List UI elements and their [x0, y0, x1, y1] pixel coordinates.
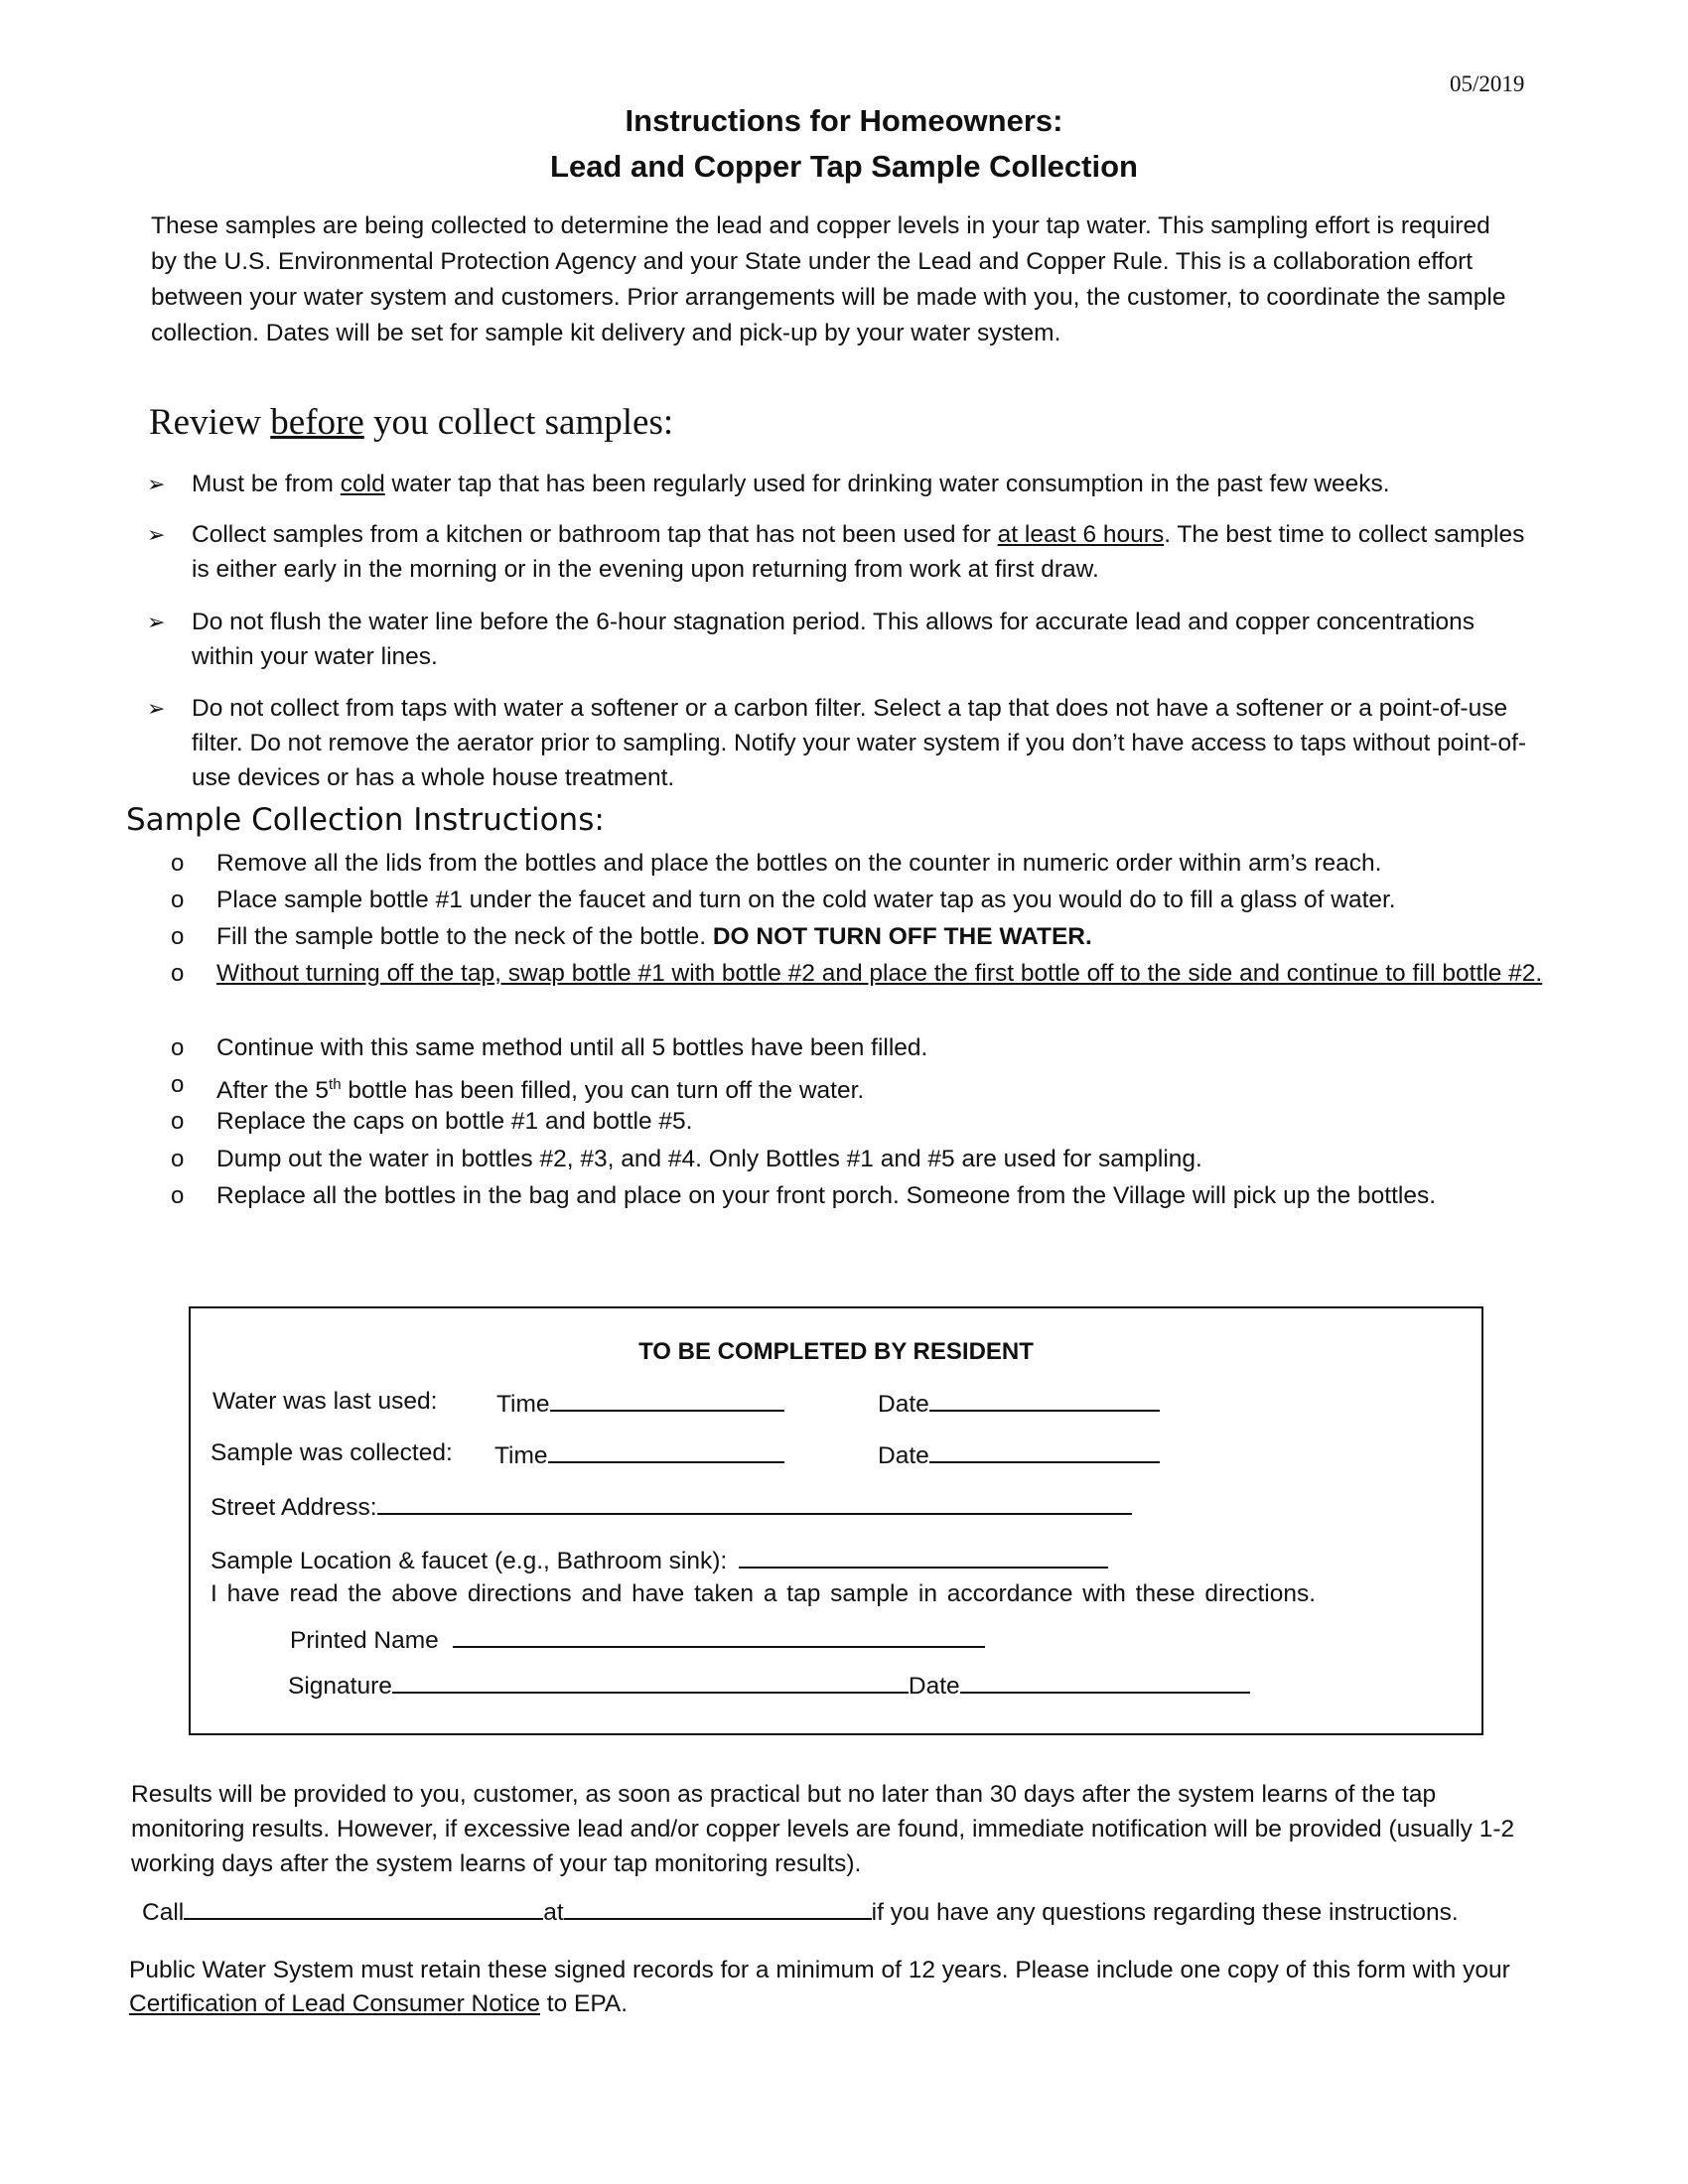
date-label: Date: [908, 1673, 960, 1700]
collection-step: [171, 919, 1561, 955]
collected-time: [494, 1439, 784, 1470]
step-text: Continue with this same method until all 5 bottles have been filled.: [216, 1034, 928, 1061]
step-text: After the 5: [216, 1077, 330, 1105]
review-heading: [149, 401, 673, 444]
review-heading-pre: Review: [149, 402, 271, 443]
sample-location-field[interactable]: [739, 1545, 1108, 1569]
step-text: Remove all the lids from the bottles and place the bottles on the counter in numeric order within arm’s reach.: [216, 850, 1382, 877]
last-used-time: [496, 1388, 784, 1419]
signature-field[interactable]: [392, 1670, 909, 1694]
collection-step: [171, 1178, 1561, 1214]
review-heading-underlined: before: [270, 402, 364, 443]
step-text: Place sample bottle #1 under the faucet and turn on the cold water tap as you would do to fill a glass of water.: [216, 887, 1396, 913]
arrow-bullet-icon: ➢: [147, 522, 166, 547]
step-text: Dump out the water in bottles #2, #3, and #4. Only Bottles #1 and #5 are used for sampling.: [216, 1146, 1202, 1172]
step-text: Without turning off the tap, swap bottle #1 with bottle #2 and place the first bottle off to the side and continue to fill bottle #2.: [216, 960, 1543, 987]
street-label: Street Address:: [211, 1494, 377, 1521]
step-text: Fill the sample bottle to the neck of the bottle.: [216, 923, 713, 950]
page-title: Instructions for Homeowners:: [625, 103, 1063, 138]
at-label: at: [543, 1899, 564, 1926]
location-row: [211, 1545, 1108, 1575]
results-paragraph: Results will be provided to you, customer, as soon as practical but no later than 30 days after the system learns of the tap monitoring results. However, if excessive lead and/or copper levels are found, immediate notification will be provided (usually 1-2 working days after the system learns of your tap monitoring results).: [131, 1781, 1515, 1877]
bullet-text: Collect samples from a kitchen or bathroom tap that has not been used for: [192, 521, 998, 548]
circle-bullet-icon: o: [171, 1146, 185, 1172]
contact-phone-field[interactable]: [564, 1896, 872, 1920]
location-label: Sample Location & faucet (e.g., Bathroom sink):: [211, 1548, 728, 1574]
collection-step: [171, 1067, 1561, 1109]
review-bullet: [147, 467, 1532, 501]
circle-bullet-icon: o: [171, 850, 185, 877]
resident-form: [189, 1306, 1483, 1735]
review-bullet: [147, 517, 1532, 587]
call-label: Call: [142, 1899, 185, 1926]
step-superscript: th: [329, 1076, 342, 1093]
signature-date-field[interactable]: [960, 1670, 1250, 1694]
street-address-field[interactable]: [377, 1491, 1132, 1515]
printed-name-row: [290, 1624, 985, 1655]
circle-bullet-icon: o: [171, 887, 185, 913]
bullet-emphasis: cold: [340, 471, 385, 497]
collected-date: [878, 1439, 1160, 1470]
signature-label: Signature: [288, 1673, 392, 1700]
call-suffix: if you have any questions regarding these instructions.: [871, 1899, 1459, 1926]
collected-label: Sample was collected:: [211, 1439, 453, 1466]
page-subtitle: Lead and Copper Tap Sample Collection: [550, 149, 1138, 184]
review-heading-post: you collect samples:: [363, 402, 674, 443]
intro-paragraph: These samples are being collected to determine the lead and copper levels in your tap water. This sampling effort is required by the U.S. Environmental Protection Agency and your State under the Lead and Copper Rule. This is a collaboration effort between your water system and customers. Prior arrangements will be made with you, the customer, to coordinate the sample collection. Dates will be set for sample kit delivery and pick-up by your water system.: [151, 212, 1506, 346]
collection-step: [171, 956, 1561, 992]
date-label: Date: [878, 1442, 929, 1469]
collection-heading: Sample Collection Instructions:: [126, 802, 605, 838]
arrow-bullet-icon: ➢: [147, 610, 166, 634]
last-used-date: [878, 1388, 1160, 1419]
step-warning: DO NOT TURN OFF THE WATER.: [712, 923, 1092, 950]
last-used-label: Water was last used:: [212, 1388, 438, 1415]
circle-bullet-icon: o: [171, 1071, 185, 1098]
collection-step: [171, 1142, 1561, 1177]
last-used-date-field[interactable]: [929, 1388, 1160, 1412]
certification-notice-link: Certification of Lead Consumer Notice: [129, 1990, 540, 2017]
time-label: Time: [496, 1391, 550, 1418]
collected-date-field[interactable]: [929, 1439, 1160, 1463]
printed-name-field[interactable]: [453, 1624, 985, 1648]
date-label: Date: [878, 1391, 929, 1418]
bullet-emphasis: at least 6 hours: [997, 521, 1165, 548]
circle-bullet-icon: o: [171, 960, 185, 987]
review-bullet: [147, 691, 1532, 795]
printed-name-label: Printed Name: [290, 1627, 439, 1654]
last-used-row: [212, 1388, 437, 1416]
circle-bullet-icon: o: [171, 1108, 185, 1135]
last-used-time-field[interactable]: [550, 1388, 784, 1412]
form-title: TO BE COMPLETED BY RESIDENT: [638, 1338, 1034, 1365]
circle-bullet-icon: o: [171, 1182, 185, 1209]
bullet-text: . The best time to collect samples is either early in the morning or in the evening upon returning from work at first draw.: [192, 521, 1525, 583]
time-label: Time: [494, 1442, 548, 1469]
bullet-text: Do not flush the water line before the 6-hour stagnation period. This allows for accurate lead and copper concentrations within your water lines.: [192, 609, 1476, 670]
review-bullet: [147, 605, 1532, 674]
retention-text: Public Water System must retain these signed records for a minimum of 12 years. Please include one copy of this form with your: [129, 1957, 1510, 1983]
document-date: 05/2019: [1450, 71, 1525, 96]
signature-row: [288, 1670, 1250, 1701]
collection-step: [171, 883, 1561, 918]
collection-step: [171, 846, 1561, 882]
collection-step: [171, 1104, 1561, 1140]
arrow-bullet-icon: ➢: [147, 696, 166, 721]
bullet-text: Must be from: [192, 471, 341, 497]
contact-row: [142, 1896, 1459, 1927]
step-text: Replace all the bottles in the bag and place on your front porch. Someone from the Village will pick up the bottles.: [216, 1182, 1437, 1209]
bullet-text: water tap that has been regularly used for drinking water consumption in the past few weeks.: [384, 471, 1390, 497]
step-text: Replace the caps on bottle #1 and bottle #5.: [216, 1108, 693, 1135]
bullet-text: Do not collect from taps with water a softener or a carbon filter. Select a tap that does not have a softener or a point-of-use filter. Do not remove the aerator prior to sampling. Notify your water system if you don’t have access to taps without point-of-use devices or has a whole house treatment.: [192, 695, 1527, 791]
collected-time-field[interactable]: [548, 1439, 784, 1463]
collected-row: [211, 1439, 453, 1467]
street-row: [211, 1491, 1132, 1522]
arrow-bullet-icon: ➢: [147, 472, 166, 496]
certification-statement: I have read the above directions and have taken a tap sample in accordance with these directions.: [211, 1580, 1317, 1607]
step-text: bottle has been filled, you can turn off the water.: [341, 1077, 865, 1105]
retention-suffix: to EPA.: [539, 1990, 629, 2017]
retention-paragraph: [129, 1954, 1519, 2021]
circle-bullet-icon: o: [171, 1034, 185, 1061]
contact-name-field[interactable]: [184, 1896, 543, 1920]
circle-bullet-icon: o: [171, 923, 185, 950]
collection-step: [171, 1030, 1561, 1066]
